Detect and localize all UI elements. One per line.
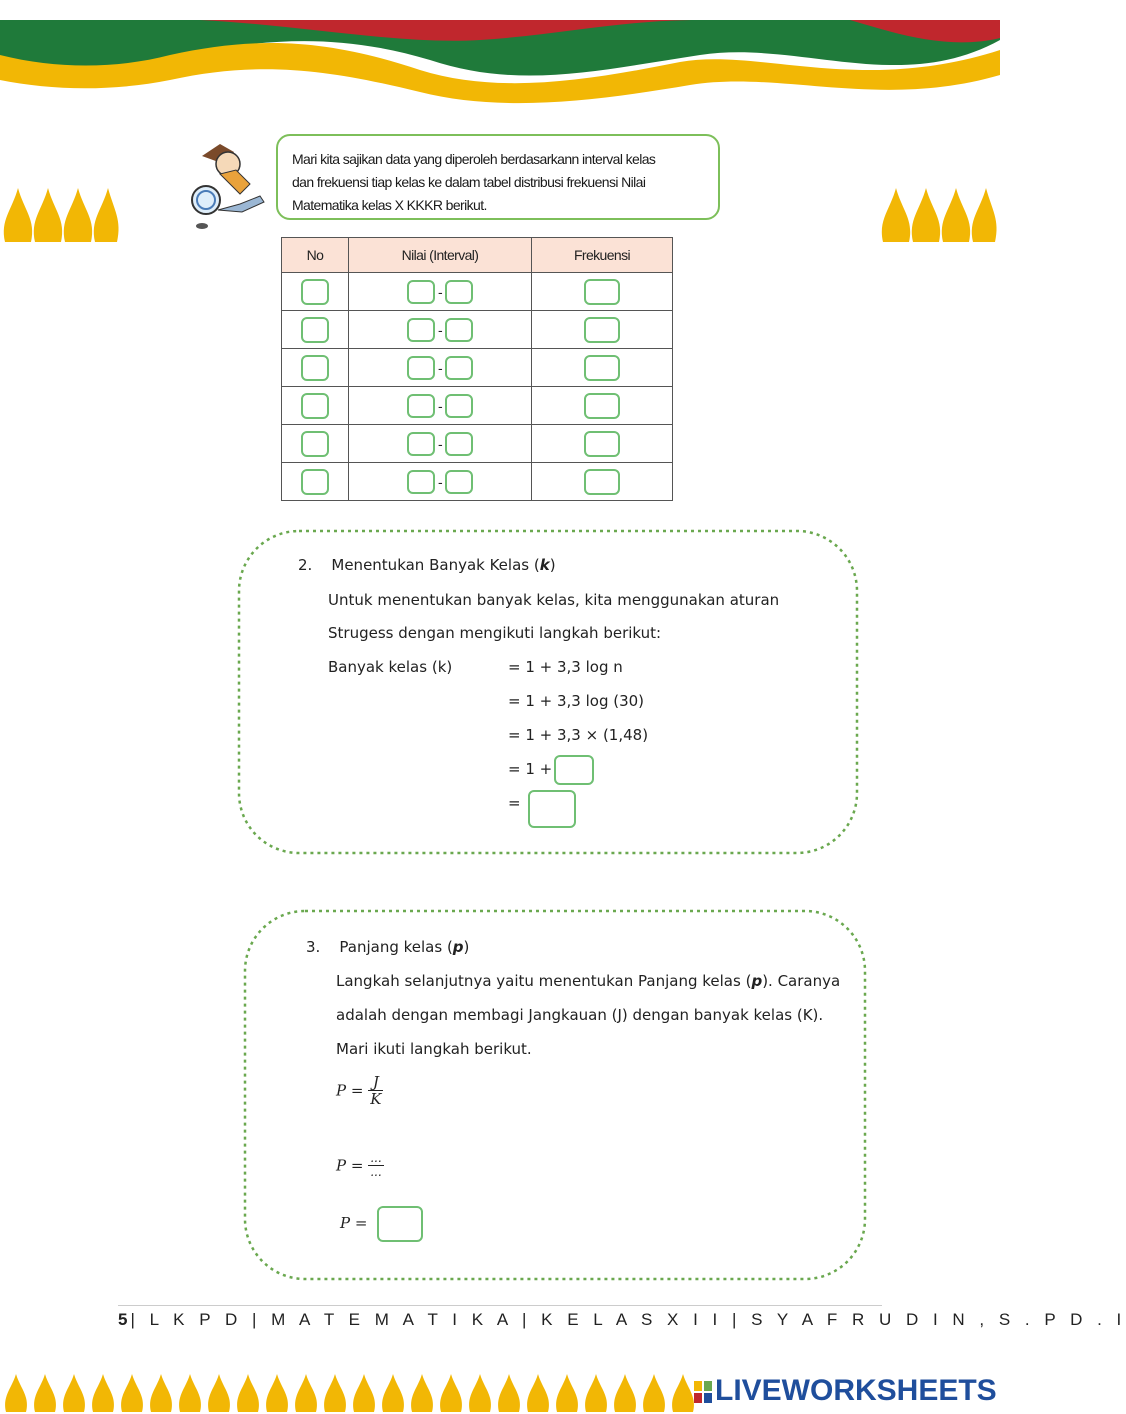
section3-title-var: p bbox=[452, 938, 464, 956]
interval-separator: - bbox=[437, 435, 443, 452]
interval-upper-input[interactable] bbox=[445, 394, 473, 418]
flame-ornament bbox=[614, 1374, 636, 1412]
interval-lower-input[interactable] bbox=[407, 280, 435, 304]
answer-lhs: P = bbox=[340, 1214, 368, 1232]
flame-ornament bbox=[556, 1374, 578, 1412]
frequency-input[interactable] bbox=[584, 355, 620, 381]
blank-numerator: ... bbox=[370, 1151, 382, 1165]
frequency-input[interactable] bbox=[584, 317, 620, 343]
section3-heading bbox=[306, 938, 469, 956]
section2-heading bbox=[298, 556, 556, 574]
interval-separator: - bbox=[437, 321, 443, 338]
interval-lower-input[interactable] bbox=[407, 394, 435, 418]
flame-ornament bbox=[63, 1374, 85, 1412]
flame-ornament bbox=[237, 1374, 259, 1412]
footer-divider bbox=[118, 1305, 882, 1306]
footer-text bbox=[118, 1310, 1126, 1330]
formula-lhs: P = bbox=[336, 1081, 364, 1100]
liveworksheets-logo bbox=[694, 1374, 997, 1408]
flame-ornament bbox=[324, 1374, 346, 1412]
section2-title: Menentukan Banyak Kelas ( bbox=[331, 556, 540, 574]
flame-ornament bbox=[121, 1374, 143, 1412]
flame-ornament bbox=[34, 1374, 56, 1412]
class-length-input[interactable] bbox=[377, 1206, 423, 1242]
flame-ornament bbox=[411, 1374, 433, 1412]
blank-denominator: ... bbox=[370, 1165, 382, 1179]
flame-ornament bbox=[469, 1374, 491, 1412]
no-input[interactable] bbox=[301, 317, 329, 343]
section3-desc-1-var: p bbox=[751, 972, 763, 990]
blank-lhs: P = bbox=[336, 1156, 364, 1175]
frequency-input[interactable] bbox=[584, 279, 620, 305]
detective-mascot-icon bbox=[180, 134, 272, 234]
table-row bbox=[282, 311, 673, 349]
section2-step-2: = 1 + 3,3 log (30) bbox=[508, 692, 645, 710]
interval-lower-input[interactable] bbox=[407, 470, 435, 494]
interval-upper-input[interactable] bbox=[445, 318, 473, 342]
no-input[interactable] bbox=[301, 431, 329, 457]
flame-ornament bbox=[266, 1374, 288, 1412]
section2-step-1: = 1 + 3,3 log n bbox=[508, 658, 623, 676]
flame-ornament bbox=[92, 1374, 114, 1412]
section3-desc-1b: ). Caranya bbox=[762, 972, 841, 990]
class-count-input[interactable] bbox=[528, 790, 576, 828]
flame-ornament bbox=[208, 1374, 230, 1412]
section3-title-close: ) bbox=[463, 938, 470, 956]
flame-ornament bbox=[643, 1374, 665, 1412]
interval-separator: - bbox=[437, 359, 443, 376]
no-input[interactable] bbox=[301, 469, 329, 495]
intro-line-3: Matematika kelas X KKKR berikut. bbox=[292, 197, 487, 213]
table-row bbox=[282, 425, 673, 463]
section3-desc-1 bbox=[336, 972, 840, 990]
section2-desc-2: Strugess dengan mengikuti langkah berikut: bbox=[328, 624, 662, 642]
formula-denominator: K bbox=[370, 1090, 382, 1108]
flame-ornament bbox=[295, 1374, 317, 1412]
flame-ornament bbox=[179, 1374, 201, 1412]
frequency-input[interactable] bbox=[584, 431, 620, 457]
interval-lower-input[interactable] bbox=[407, 356, 435, 380]
flame-ornament bbox=[5, 1374, 27, 1412]
flame-ornament bbox=[672, 1374, 694, 1412]
interval-separator: - bbox=[437, 473, 443, 490]
section3-desc-1a: Langkah selanjutnya yaitu menentukan Panjang kelas ( bbox=[336, 972, 752, 990]
flame-ornament bbox=[527, 1374, 549, 1412]
flame-ornament bbox=[353, 1374, 375, 1412]
flame-ornament bbox=[585, 1374, 607, 1412]
interval-separator: - bbox=[437, 283, 443, 300]
brand-name: LIVEWORKSHEETS bbox=[715, 1374, 997, 1407]
formula-p-equals-j-over-k bbox=[336, 1074, 383, 1107]
interval-upper-input[interactable] bbox=[445, 432, 473, 456]
section2-title-var: k bbox=[539, 556, 550, 574]
flame-ornament bbox=[150, 1374, 172, 1412]
flame-ornament bbox=[498, 1374, 520, 1412]
frequency-input[interactable] bbox=[584, 393, 620, 419]
intro-speech-box bbox=[276, 134, 720, 220]
top-wave-banner bbox=[0, 0, 1000, 120]
table-header-row bbox=[282, 238, 673, 273]
table-row bbox=[282, 463, 673, 501]
section2-title-close: ) bbox=[549, 556, 556, 574]
section2-step-4: = 1 + bbox=[508, 760, 553, 778]
table-row bbox=[282, 387, 673, 425]
section3-desc-3: Mari ikuti langkah berikut. bbox=[336, 1040, 532, 1058]
page-number: 5 bbox=[118, 1310, 131, 1329]
intro-line-2: dan frekuensi tiap kelas ke dalam tabel distribusi frekuensi Nilai bbox=[292, 174, 646, 190]
interval-upper-input[interactable] bbox=[445, 356, 473, 380]
interval-lower-input[interactable] bbox=[407, 318, 435, 342]
section3-number: 3. bbox=[306, 938, 321, 956]
section2-step-3: = 1 + 3,3 × (1,48) bbox=[508, 726, 649, 744]
interval-upper-input[interactable] bbox=[445, 470, 473, 494]
section3-desc-2: adalah dengan membagi Jangkauan (J) dengan banyak kelas (K). bbox=[336, 1006, 824, 1024]
no-input[interactable] bbox=[301, 393, 329, 419]
header-frequency: Frekuensi bbox=[532, 238, 673, 273]
table-row bbox=[282, 273, 673, 311]
frequency-input[interactable] bbox=[584, 469, 620, 495]
section2-label: Banyak kelas (k) bbox=[328, 658, 453, 676]
interval-lower-input[interactable] bbox=[407, 432, 435, 456]
header-interval: Nilai (Interval) bbox=[349, 238, 532, 273]
intro-line-1: Mari kita sajikan data yang diperoleh berdasarkann interval kelas bbox=[292, 151, 656, 167]
no-input[interactable] bbox=[301, 279, 329, 305]
interval-separator: - bbox=[437, 397, 443, 414]
left-ornament bbox=[0, 180, 120, 246]
no-input[interactable] bbox=[301, 355, 329, 381]
header-no: No bbox=[282, 238, 349, 273]
footer-label: | L K P D | M A T E M A T I K A | K E L A S X I I | S Y A F R U D I N , S . P D . I bbox=[130, 1310, 1126, 1329]
table-row bbox=[282, 349, 673, 387]
frequency-table bbox=[281, 237, 673, 501]
formula-blank-fraction bbox=[336, 1152, 384, 1179]
section3-title: Panjang kelas ( bbox=[339, 938, 453, 956]
formula-numerator: J bbox=[368, 1074, 383, 1091]
right-ornament bbox=[878, 180, 1000, 246]
section2-step-5: = bbox=[508, 794, 521, 812]
flame-ornament bbox=[440, 1374, 462, 1412]
section2-desc-1: Untuk menentukan banyak kelas, kita menggunakan aturan bbox=[328, 591, 780, 609]
log-result-input[interactable] bbox=[554, 755, 594, 785]
brand-grid-icon bbox=[694, 1379, 712, 1405]
section2-number: 2. bbox=[298, 556, 313, 574]
interval-upper-input[interactable] bbox=[445, 280, 473, 304]
flame-ornament bbox=[382, 1374, 404, 1412]
